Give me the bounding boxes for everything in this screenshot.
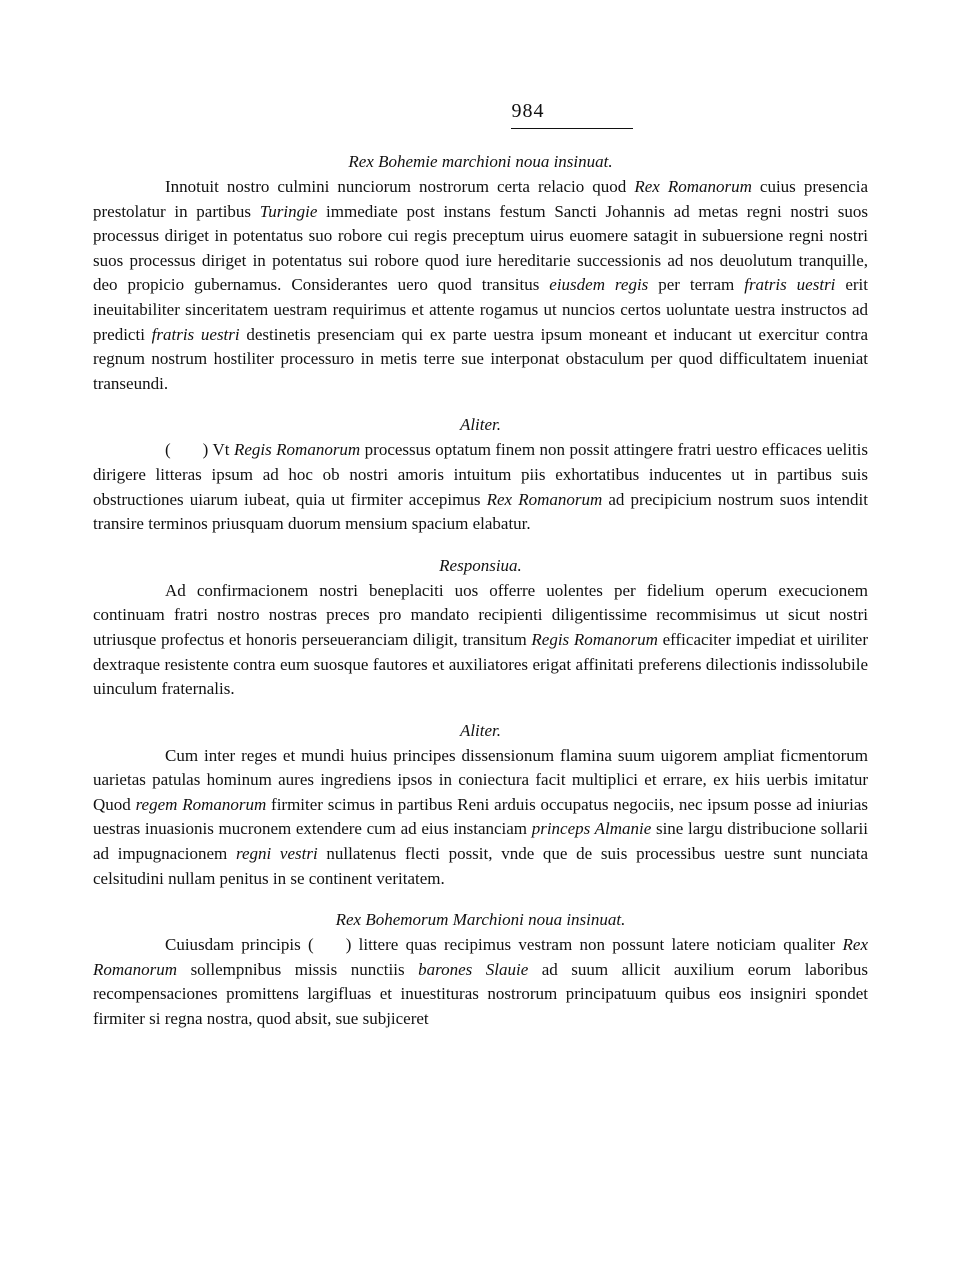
text-run: erit ineuitabiliter sinceritatem uestram requirimus et attente rogamus ut nuncios certos uoluntate uestra instructos ad predicti bbox=[93, 275, 869, 344]
italic-term: Turingie bbox=[259, 201, 318, 221]
page-number: 984 bbox=[511, 100, 545, 122]
text-run: Cum inter reges et mundi huius principes dissensionum flamina suum uigorem ampliat ficmentorum uarietas patulas hominum aures ingrediens ipsos in coniectura facit multiplici et errare, ex hiis uerbis imitatur Quod bbox=[93, 745, 868, 814]
text-run: firmiter scimus in partibus Reni arduis occupatus negociis, nec ipsum posse ad iniurias uestras inuasionis mucronem extendere cum ad eius instanciam bbox=[93, 794, 868, 839]
text-run: ad precipicium nostrum suos intendit transire terminos priusquam duorum mensium spacium elabatur. bbox=[93, 489, 869, 534]
section-heading: Aliter. bbox=[459, 720, 502, 740]
section-heading: Aliter. bbox=[459, 415, 502, 435]
italic-term: Regis Romanorum bbox=[531, 629, 658, 649]
text-run: ) Vt bbox=[202, 440, 234, 460]
italic-term: Regis Romanorum bbox=[233, 440, 361, 460]
text-run: Innotuit nostro culmini nunciorum nostrorum certa relacio quod bbox=[165, 177, 635, 196]
section-paragraph bbox=[93, 933, 868, 1031]
italic-term: Rex Romanorum bbox=[634, 177, 752, 196]
section-heading: Rex Bohemorum Marchioni noua insinuat. bbox=[335, 910, 626, 930]
text-run: sollempnibus missis nunctiis bbox=[177, 959, 419, 979]
italic-term: fratris uestri bbox=[744, 275, 836, 295]
text-run: cuius presencia prestolatur in partibus bbox=[93, 177, 868, 221]
header-rule bbox=[511, 128, 633, 129]
section-heading: Rex Bohemie marchioni noua insinuat. bbox=[348, 152, 613, 171]
section-heading: Responsiua. bbox=[439, 555, 522, 575]
section-paragraph bbox=[93, 744, 868, 892]
document-body bbox=[93, 149, 868, 1032]
italic-term: eiusdem regis bbox=[549, 275, 649, 295]
text-run: Ad confirmacionem nostri beneplaciti uos offerre uolentes per fidelium operum execucionem continuam fratri nostro nostras preces pro mandato recipienti diligentissime recommisimus ut sicut nostri utriusque profectus et honoris perseueranciam diligit, transitum bbox=[93, 580, 868, 649]
italic-term: fratris uestri bbox=[151, 324, 240, 344]
text-run: ad suum allicit auxilium eorum laboribus recompensaciones promittens largifluas et inuestituras nostrorum principatuum quibus eos insigniri spondet firmiter si regna nostra, quod absit, sue subjiceret bbox=[93, 959, 868, 1029]
text-run: sine largu distribucione sollarii ad impugnacionem bbox=[93, 819, 868, 864]
text-run: ) littere quas recipimus vestram non possunt latere noticiam qualiter bbox=[345, 935, 843, 955]
italic-term: Rex Romanorum bbox=[93, 935, 868, 979]
text-run: efficaciter impediat et uiriliter dextraque resistente contra eum suosque fautores et auxiliatores erigat affinitati preferens dilectionis indissolubile uinculum fraternalis. bbox=[93, 629, 869, 699]
italic-term: regem Romanorum bbox=[135, 794, 267, 814]
section-paragraph bbox=[93, 579, 868, 702]
section-paragraph bbox=[93, 175, 868, 396]
text-run: nullatenus flecti possit, vnde que de suis processibus uestre sunt nunciata celsitudini nullam penitus in se continent veritatem. bbox=[93, 844, 868, 888]
text-run: immediate post instans festum Sancti Johannis ad metas regni nostri suos processus diriget in potentatus suo robore cui regis preceptum uirus euomere satagit in subuersione regni nostri suos processus diriget in potentatus sui robore quod iure hereditarie successionis ad nos deuolutum tranquille, deo propicio gubernamus. Considerantes uero quod transitus bbox=[93, 201, 868, 295]
section-paragraph bbox=[93, 438, 868, 536]
text-run: processus optatum finem non possit attingere fratri uestro efficaces uelitis dirigere litteras ipsum ad hoc ob nostri amoris intuitum piis exhortatibus inducentes ut in partibus suis obstructiones uiarum iubeat, quia ut firmiter accepimus bbox=[93, 440, 868, 509]
italic-term: Rex Romanorum bbox=[486, 489, 603, 509]
italic-term: regni vestri bbox=[235, 844, 318, 864]
text-run: per terram bbox=[648, 275, 745, 295]
text-run: ( bbox=[165, 440, 171, 460]
italic-term: barones Slauie bbox=[418, 959, 529, 979]
document-page bbox=[93, 98, 868, 1032]
text-run: destinetis presenciam qui ex parte uestra ipsum moneant et inducant ut exercitur contra regnum nostrum hostiliter processuro in metis terre sue interponat obstaculum per quod difficultatem inueniat transeundi. bbox=[93, 324, 868, 393]
text-run: Cuiusdam principis ( bbox=[165, 935, 314, 955]
italic-term: princeps Almanie bbox=[531, 819, 652, 839]
